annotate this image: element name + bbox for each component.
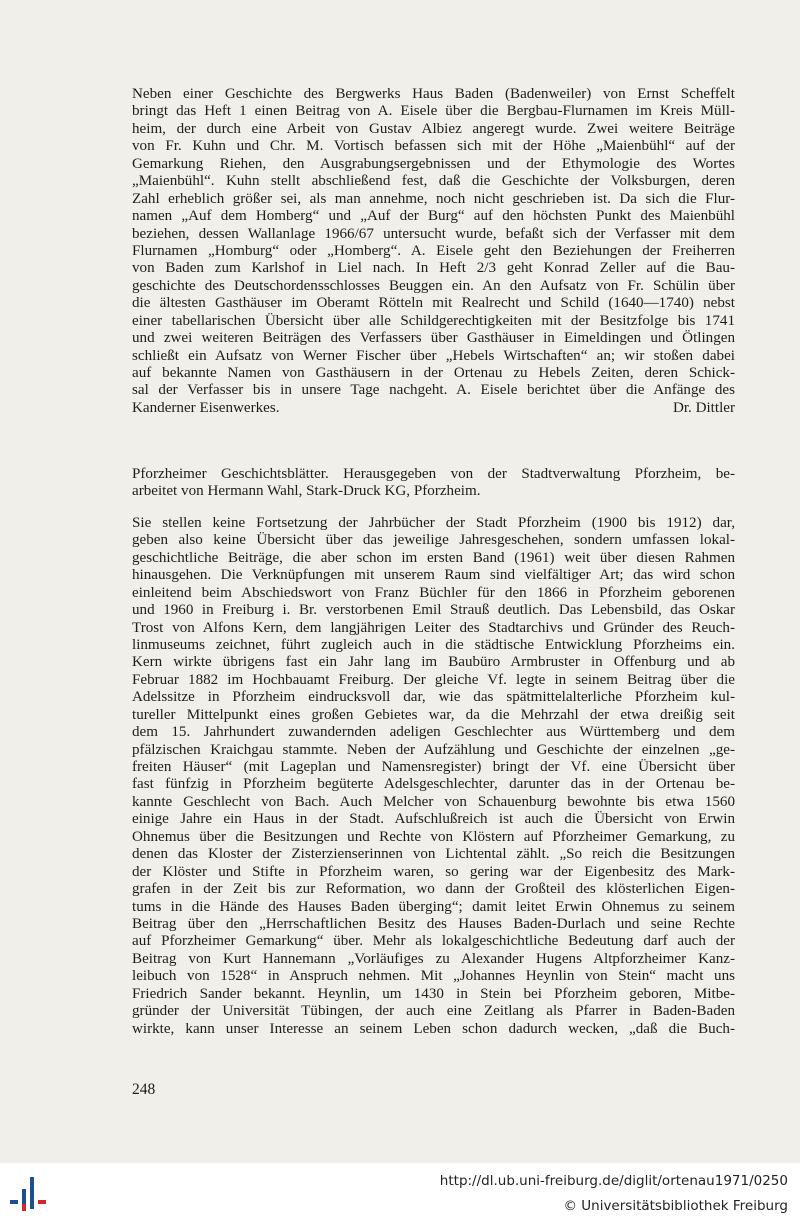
text-line: Sie stellen keine Fortsetzung der Jahrbücher der Stadt Pforzheim (1900 bis 1912) dar, — [132, 514, 735, 531]
text-line: und 1960 in Freiburg i. Br. verstorbenen Emil Strauß deutlich. Das Lebensbild, das Oskar — [132, 602, 735, 619]
text-line: arbeitet von Hermann Wahl, Stark-Druck KG, Pforzheim. — [132, 483, 481, 500]
text-line: Gemarkung Riehen, den Ausgrabungsergebnissen und der Ethymologie des Wortes — [132, 155, 735, 172]
text-line: Beitrag von Kurt Hannemann „Vorläufiges zu Alexander Hugens Altpforzheimer Kanz- — [132, 950, 735, 967]
text-line: Zahl erheblich größer sei, als man annehme, noch nicht geschrieben ist. Da sich die Flur- — [132, 190, 735, 207]
review-scheffelt — [132, 86, 735, 417]
text-line: Februar 1882 im Hochbauamt Freiburg. Der gleiche Vf. legte in seinem Beitrag über die — [132, 671, 735, 688]
text-line: fast fünfzig in Pforzheim begüterte Adelsgeschlechter, darunter das in der Ortenau be- — [132, 776, 735, 793]
text-line: Neben einer Geschichte des Bergwerks Haus Baden (Badenweiler) von Ernst Scheffelt — [132, 86, 735, 102]
document-url[interactable]: http://dl.ub.uni-freiburg.de/diglit/ortenau1971/0250 — [439, 1173, 788, 1189]
text-line: auf Pforzheimer Gemarkung“ über. Mehr als lokalgeschichtliche Bedeutung darf auch der — [132, 933, 735, 950]
review-pforzheimer-geschichtsblaetter — [132, 466, 735, 1038]
text-line: Pforzheimer Geschichtsblätter. Herausgegeben von der Stadtverwaltung Pforzheim, be- — [132, 466, 735, 482]
text-line: von Baden zum Karlshof in Liel nach. In Heft 2/3 geht Konrad Zeller auf die Bau- — [132, 260, 735, 277]
review-heading — [132, 466, 735, 501]
text-line: tureller Mittelpunkt eines großen Gebietes war, da die Mehrzahl der etwa dreißig seit — [132, 706, 735, 723]
text-line: wirkte, kann unser Interesse an seinem Leben schon dadurch wecken, „daß die Buch- — [132, 1020, 735, 1037]
text-line: beziehen, dessen Wallanlage 1966/67 untersucht wurde, befaßt sich der Verfasser mit dem — [132, 225, 735, 242]
text-line: gründer der Universität Tübingen, der auch eine Zeitlang als Pfarrer in Baden-Baden — [132, 1003, 735, 1020]
closing-text: Kanderner Eisenwerkes. — [132, 399, 280, 416]
review-closing-line — [132, 400, 735, 417]
text-line: Friedrich Sander bekannt. Heynlin, um 1430 in Stein bei Pforzheim geboren, Mitbe- — [132, 985, 735, 1002]
text-line: von Fr. Kuhn und Chr. M. Vortisch befassen sich mit der Höhe „Maienbühl“ auf der — [132, 138, 735, 155]
text-line: namen „Auf dem Homberg“ und „Auf der Burg“ auf den höchsten Punkt des Maienbühl — [132, 208, 735, 225]
text-line: linmuseums zeichnet, führt zugleich auch in die städtische Entwicklung Pforzheims ein. — [132, 636, 735, 653]
text-line: tums in die Hände des Hauses Baden überging“; damit leitet Erwin Ohnemus zu seinem — [132, 898, 735, 915]
review-body — [132, 86, 735, 400]
text-line: grafen in der Zeit bis zur Reformation, wo dann der Großteil des klösterlichen Eigen- — [132, 881, 735, 898]
text-line: der Klöster und Stifte in Pforzheim waren, so gering war der Eigenbesitz des Mark- — [132, 863, 735, 880]
text-line: „Maienbühl“. Kuhn stellt abschließend fest, daß die Geschichte der Volksburgen, deren — [132, 173, 735, 190]
text-line: schließt ein Aufsatz von Werner Fischer über „Hebels Wirtschaften“ an; wir stoßen dabei — [132, 347, 735, 364]
text-line: dem 15. Jahrhundert zuwandernden adeligen Geschlechter aus Württemberg und dem — [132, 724, 735, 741]
text-line: kannte Geschlecht von Bach. Auch Melcher von Schauenburg bewohnte bis etwa 1560 — [132, 793, 735, 810]
text-line: einleitend beim Abschiedswort von Franz Büchler für den 1866 in Pforzheim geborenen — [132, 584, 735, 601]
text-line: auf bekannte Namen von Gasthäusern in der Ortenau zu Hebels Zeiten, deren Schick- — [132, 365, 735, 381]
page-number: 248 — [132, 1081, 156, 1098]
text-line: sal der Verfasser bis in unsere Tage nachgeht. A. Eisele berichtet über die Anfänge des — [132, 382, 735, 399]
text-line: Trost von Alfons Kern, dem langjährigen Leiter des Stadtarchivs und Gründer des Reuch- — [132, 619, 735, 636]
text-line: Ohnemus über die Besitzungen und Rechte von Klöstern auf Pforzheimer Gemarkung, zu — [132, 828, 735, 845]
text-line: Kern wirkte übrigens fast ein Jahr lang im Baubüro Armbruster in Offenburg und ab — [132, 654, 735, 671]
ub-freiburg-logo-icon — [8, 1173, 52, 1213]
text-line: geschichte des Deutschordensschlosses Beuggen ein. An den Aufsatz von Fr. Schülin über — [132, 277, 735, 294]
text-line: Flurnamen „Homburg“ oder „Homberg“. A. Eisele geht den Beziehungen der Freiherren — [132, 242, 735, 259]
text-line: bringt das Heft 1 einen Beitrag von A. Eisele über die Bergbau-Flurnamen im Kreis Müll- — [132, 103, 735, 120]
text-line: hinausgehen. Die Verknüpfungen mit unserem Raum sind vielfältiger Art; das wird schon — [132, 567, 735, 584]
text-line: Beitrag über den „Herrschaftlichen Besitz des Hauses Baden-Durlach und seine Rechte — [132, 915, 735, 932]
text-line: Adelssitze in Pforzheim eindrucksvoll dar, wie das spätmittelalterliche Pforzheim kul- — [132, 689, 735, 706]
text-line: freiten Häuser“ (mit Lageplan und Namensregister) bringt der Vf. eine Übersicht über — [132, 759, 735, 775]
text-line: heim, der durch eine Arbeit von Gustav Albiez angeregt wurde. Zwei weitere Beiträge — [132, 120, 735, 137]
copyright-notice: © Universitätsbibliothek Freiburg — [563, 1198, 788, 1214]
text-line: geben also keine Übersicht über das jeweilige Jahresgeschehen, sondern umfassen lokal- — [132, 532, 735, 549]
text-line: denen das Kloster der Zisterzienserinnen von Lichtental zählt. „So reich die Besitzungen — [132, 846, 735, 863]
text-line: leibuch von 1528“ in Anspruch nehmen. Mit „Johannes Heynlin von Stein“ macht uns — [132, 968, 735, 985]
text-line: pfälzischen Kraichgau stammte. Neben der Aufzählung und Geschichte der einzelnen „ge- — [132, 741, 735, 758]
text-line: die ältesten Gasthäuser im Oberamt Rötteln mit Realrecht und Schild (1640—1740) nebst — [132, 295, 735, 312]
review-body — [132, 515, 735, 1038]
viewer-footer — [0, 1163, 800, 1220]
text-line: und zwei weiteren Beiträgen des Verfassers über Gasthäuser in Eimeldingen und Ötlingen — [132, 330, 735, 347]
text-line: geschichtliche Beiträge, die aber schon im ersten Band (1961) weit über diesen Rahmen — [132, 549, 735, 566]
text-line: einige Jahre ein Haus in der Stadt. Aufschlußreich ist auch die Übersicht von Erwin — [132, 811, 735, 828]
reviewer-signature: Dr. Dittler — [672, 399, 735, 416]
text-line: einer tabellarischen Übersicht über alle Schildgerechtigkeiten mit der Besitzfolge bis 1741 — [132, 312, 735, 329]
